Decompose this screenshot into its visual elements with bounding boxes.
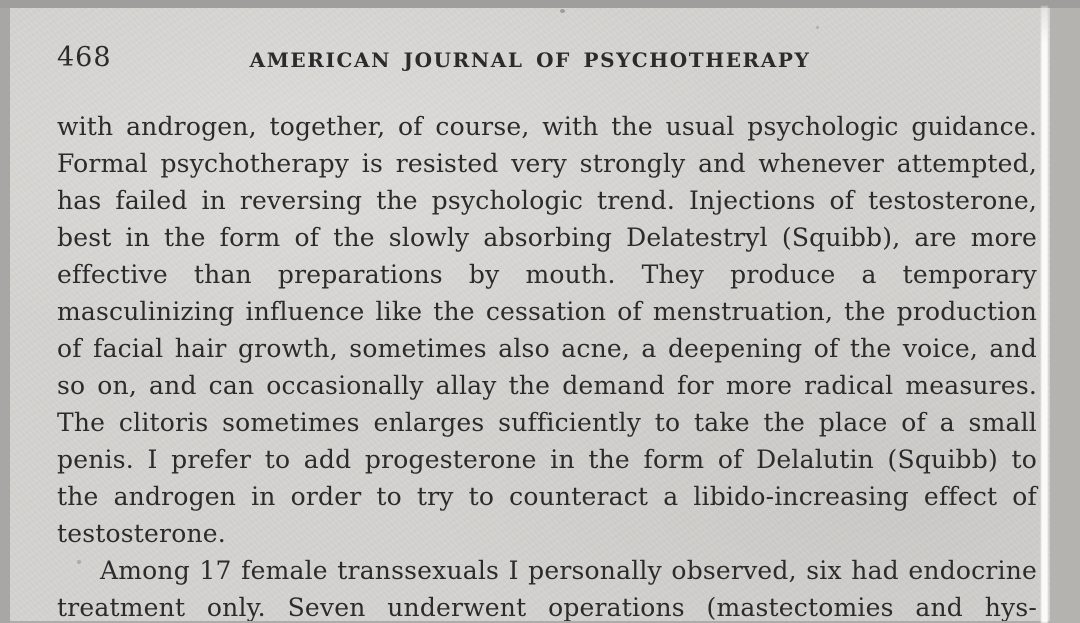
journal-title: AMERICAN JOURNAL OF PSYCHOTHERAPY — [249, 48, 811, 72]
text-line: so on, and can occasionally allay the demand for more radical measures. — [57, 371, 1037, 400]
text-line: Among 17 female transsexuals I personally observed, six had endocrine — [100, 556, 1037, 585]
text-line: masculinizing influence like the cessation of menstruation, the production — [57, 297, 1037, 326]
page-number: 468 — [57, 42, 112, 73]
scan-speck — [560, 9, 565, 13]
text-line: testosterone. — [57, 519, 226, 548]
text-line: with androgen, together, of course, with the usual psychologic guidance. — [57, 112, 1037, 141]
text-line: best in the form of the slowly absorbing Delatestryl (Squibb), are more — [57, 223, 1037, 252]
text-line: The clitoris sometimes enlarges sufficiently to take the place of a small — [57, 408, 1037, 437]
scan-speck — [816, 26, 819, 29]
scan-streak-artifact — [1041, 6, 1048, 623]
journal-page — [10, 8, 1050, 621]
text-line: effective than preparations by mouth. They produce a temporary — [57, 260, 1037, 289]
text-line: Formal psychotherapy is resisted very strongly and whenever attempted, — [57, 149, 1037, 178]
text-line: has failed in reversing the psychologic trend. Injections of testosterone, — [57, 186, 1037, 215]
scan-speck — [77, 560, 81, 564]
body-text — [57, 108, 1037, 621]
text-line: the androgen in order to try to counteract a libido-increasing effect of — [57, 482, 1037, 511]
text-line: penis. I prefer to add progesterone in the form of Delalutin (Squibb) to — [57, 445, 1037, 474]
text-line: treatment only. Seven underwent operations (mastectomies and hys- — [57, 593, 1037, 621]
text-line: of facial hair growth, sometimes also acne, a deepening of the voice, and — [57, 334, 1037, 363]
